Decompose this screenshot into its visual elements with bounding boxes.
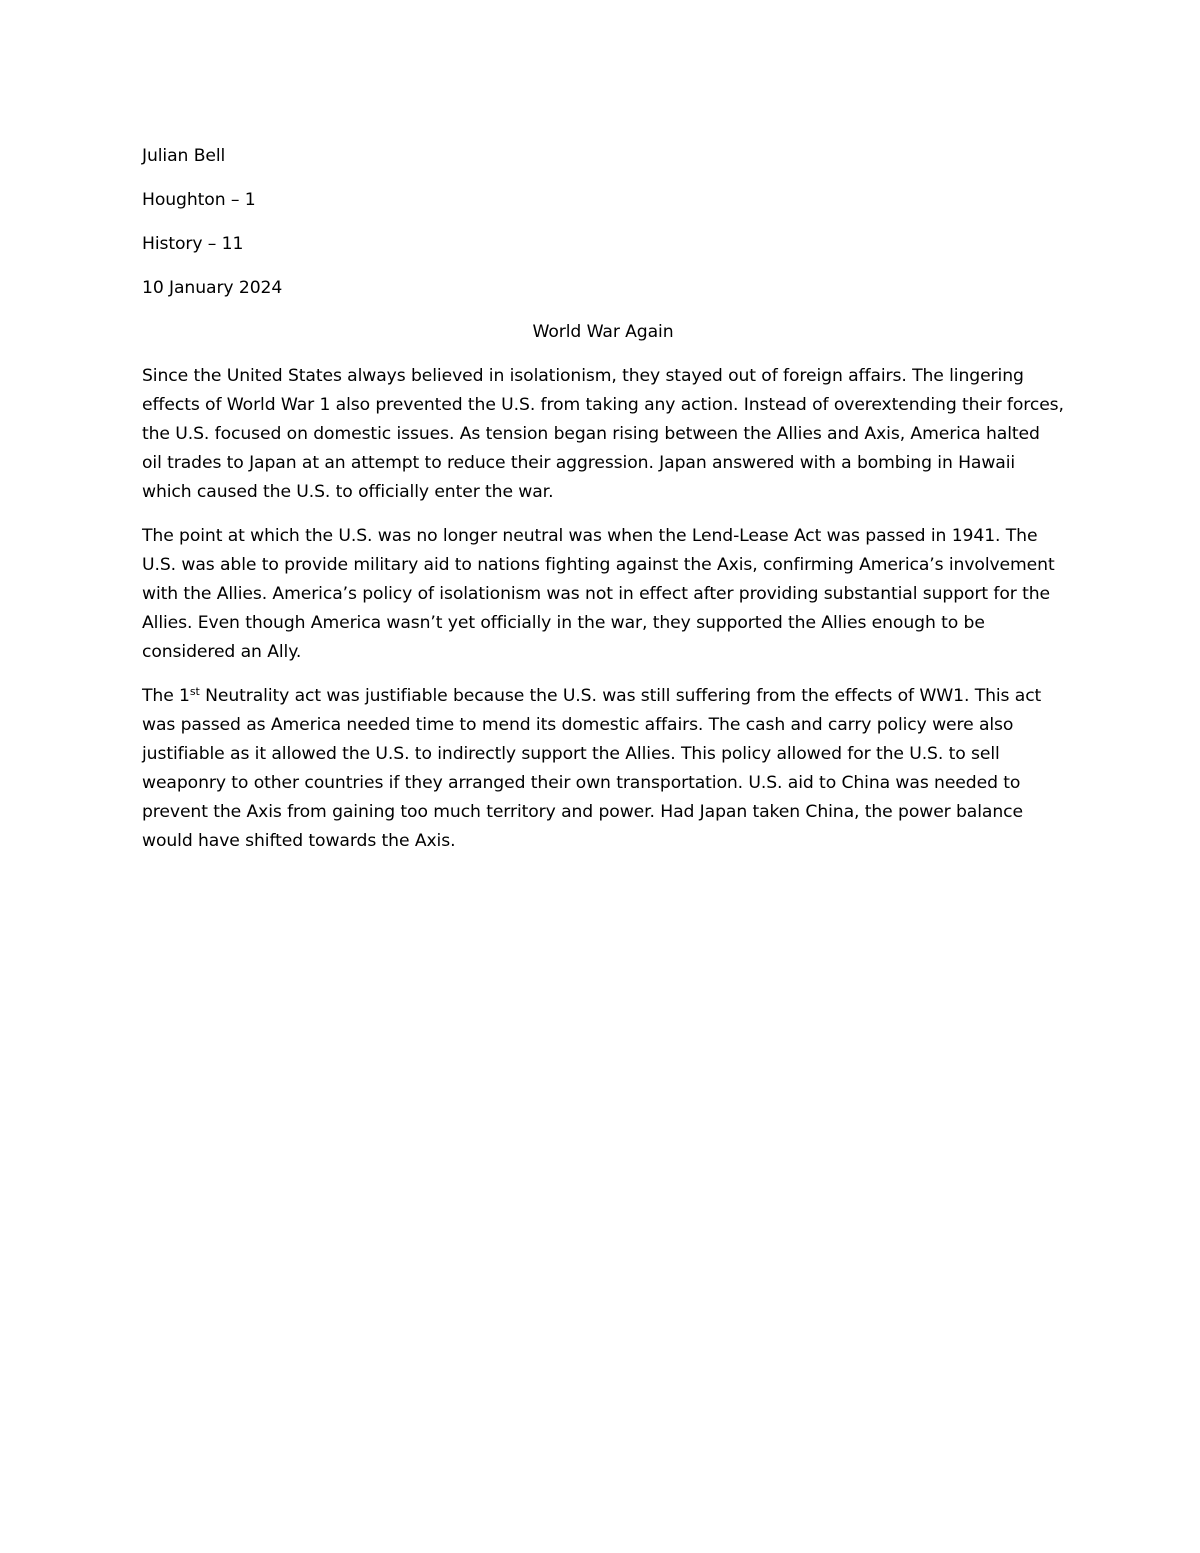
document-body xyxy=(142,142,1064,871)
paragraph-2: The point at which the U.S. was no longer neutral was when the Lend-Lease Act was passed in 1941. The U.S. was able to provide military aid to nations fighting against the Axis, confirming America’s involvement with the Allies. America’s policy of isolationism was not in effect after providing substantial support for the Allies. Even though America wasn’t yet officially in the war, they supported the Allies enough to be considered an Ally. xyxy=(142,526,1055,662)
document-date: 10 January 2024 xyxy=(142,278,283,298)
paragraph-3-lead: The 1 xyxy=(142,686,190,706)
student-name: Julian Bell xyxy=(142,146,226,166)
ordinal-superscript: st xyxy=(189,685,200,698)
paragraph-1: Since the United States always believed in isolationism, they stayed out of foreign affairs. The lingering effects of World War 1 also prevented the U.S. from taking any action. Instead of overextending their forces, the U.S. focused on domestic issues. As tension began rising between the Allies and Axis, America halted oil trades to Japan at an attempt to reduce their aggression. Japan answered with a bombing in Hawaii which caused the U.S. to officially enter the war. xyxy=(142,366,1064,502)
teacher-name: Houghton – 1 xyxy=(142,190,256,210)
course-name: History – 11 xyxy=(142,234,244,254)
paragraph-3 xyxy=(142,682,1064,856)
document-title: World War Again xyxy=(532,322,674,342)
paragraph-3-rest: Neutrality act was justifiable because the U.S. was still suffering from the effects of WW1. This act was passed as America needed time to mend its domestic affairs. The cash and carry policy were also justifiable as it allowed the U.S. to indirectly support the Allies. This policy allowed for the U.S. to sell weaponry to other countries if they arranged their own transportation. U.S. aid to China was needed to prevent the Axis from gaining too much territory and power. Had Japan taken China, the power balance would have shifted towards the Axis. xyxy=(142,686,1042,851)
